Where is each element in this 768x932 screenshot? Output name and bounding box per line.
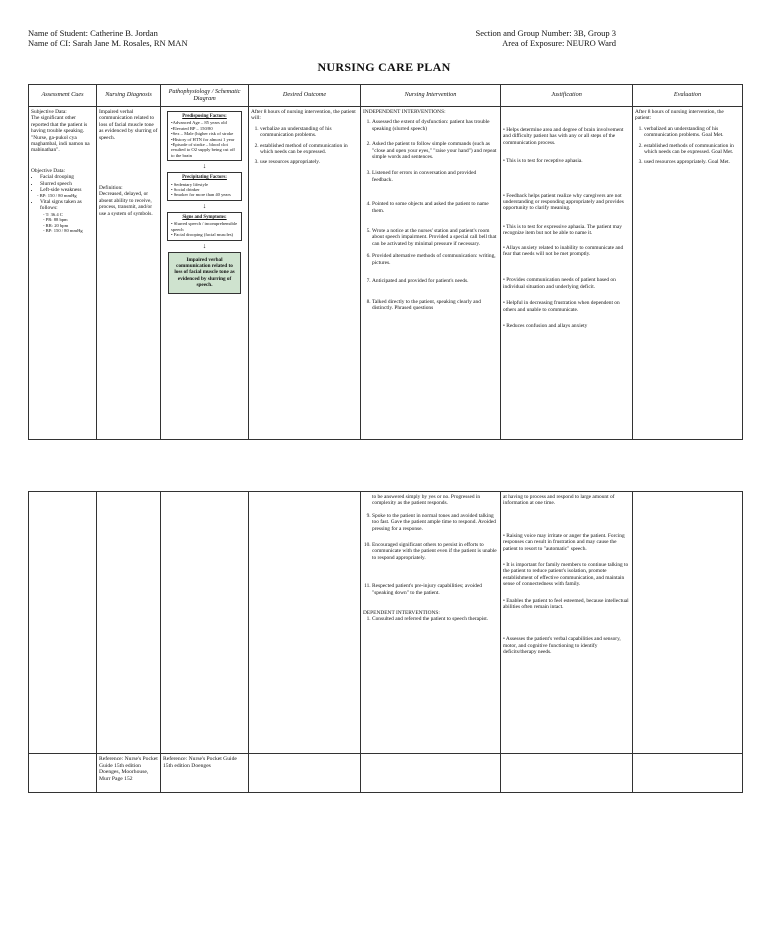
justification-continued: at having to process and respond to large amount of information at one time. [503, 494, 615, 507]
precipitating-box [167, 172, 242, 201]
col-diagnosis: Nursing Diagnosis [97, 85, 161, 107]
reference-2: Reference: Nurse's Pocket Guide 15th edition Doenges [161, 754, 249, 793]
col-evaluation: Evaluation [633, 85, 743, 107]
bp-text: - BP: 150 / 80 mmHg [37, 193, 77, 199]
intervention-item: 6. Provided alternative methods of communication: writing, pictures. [372, 253, 498, 266]
justification-item: • Raising voice may irritate or anger the patient. Forcing responses can result in frustration and may cause the patient to resort to "automatic" speech. [503, 532, 625, 552]
vitals-label: • Vital signs taken as follows: [40, 199, 94, 212]
objective-item: • Slurred speech [40, 181, 94, 187]
intervention-item: 1. Assessed the extent of dysfunction: patient has trouble speaking (slurred speech) [372, 119, 498, 132]
predisposing-box [167, 111, 242, 161]
evaluation-intro: After 8 hours of nursing intervention, the patient: [635, 109, 724, 122]
intervention-item: 4. Pointed to some objects and asked the patient to name them. [372, 201, 498, 214]
predisposing-item: •Episode of stroke – blood clot resulted to O2 supply being cut off to the brain [171, 142, 235, 158]
col-outcome: Desired Outcome [249, 85, 361, 107]
assessment-cell [29, 107, 97, 440]
justification-item: • Feedback helps patient realize why caregivers are not understanding or responding appropriately and provides opportunity to clarify meaning. [503, 192, 624, 212]
intervention-continued: to be answered simply by yes or no. Progressed in complexity as the patient responds. [372, 494, 481, 507]
diagnosis-text: Impaired verbal communication related to loss of facial muscle tone as evidenced by slurring of speech. [99, 109, 158, 141]
predisposing-item: •History of HTN for almost 1 year [171, 136, 235, 142]
objective-list [31, 174, 94, 193]
intervention-cell [361, 107, 501, 440]
page-title: NURSING CARE PLAN [317, 60, 451, 74]
signs-item: • Slurred speech / incomprehensible speech [171, 221, 238, 232]
diagnosis-box: Impaired verbal communication related to loss of facial muscle tone as evidenced by slurring of speech. [168, 252, 241, 294]
diagnosis-cell [97, 107, 161, 440]
precipitating-title: Precipitating Factors: [182, 175, 227, 181]
justification-item: • Helps determine area and degree of brain involvement and difficulty patient has with any or all steps of the communication process. [503, 127, 624, 146]
col-intervention: Nursing Intervention [361, 85, 501, 107]
intervention-item: 9. Spoke to the patient in normal tones and avoided talking too fast. Gave the patient ample time to respond. Avoided pressing for a response. [372, 513, 498, 532]
outcome-item: 2. established method of communication in which needs can be expressed. [260, 143, 358, 156]
patho-cell [161, 492, 249, 754]
outcome-list [251, 126, 358, 166]
justification-item: • This is to test for expressive aphasia. The patient may recognize item but not be able to name it. [503, 223, 622, 237]
subjective-text: The significant other reported that the patient is having trouble speaking. "Nurse, ga-pukol cya maghambal, indi namon na mabinathan". [31, 115, 90, 154]
care-plan-table-page1 [28, 84, 743, 440]
vital-t: - T: 36.4 C [43, 211, 63, 217]
intervention-item: 10. Encouraged significant others to persist in efforts to communicate with the patient even if the patient is unable to respond appropriately. [372, 542, 498, 561]
reference-row [29, 754, 743, 793]
arrow-down-icon: ↓ [202, 162, 207, 171]
intervention-item: 5. Wrote a notice at the nurses' station and patient's room about speech impairment. Provided a special call bell that can be activated by minimal pressure if necessary. [372, 228, 498, 247]
diagnosis-cell [97, 492, 161, 754]
independent-label: INDEPENDENT INTERVENTIONS: [363, 109, 446, 115]
justification-item: • It is important for family members to continue talking to the patient to reduce patient's isolation, promote establishment of effective communication, and maintain sense of connectedness with family. [503, 562, 629, 588]
predisposing-title: Predisposing Factors: [182, 114, 227, 119]
justification-item: • This is to test for receptive aphasia. [503, 158, 583, 165]
empty-cell [501, 754, 633, 793]
intervention-cell [361, 492, 501, 754]
intervention-list [363, 513, 498, 596]
vital-rr: - RR: 20 bpm [43, 222, 69, 228]
predisposing-item: •Advanced Age – 85 years old [171, 120, 227, 126]
justification-cell [501, 107, 633, 440]
care-plan-table-page2 [28, 491, 743, 793]
justification-cell [501, 492, 633, 754]
area-exposure: Area of Exposure: NEURO Ward [502, 38, 616, 48]
assessment-ref-cell [29, 754, 97, 793]
outcome-cell [249, 107, 361, 440]
vital-pr: - PR: 88 bpm [43, 217, 68, 223]
evaluation-item: 1. verbalized an understanding of his communication problems. Goal Met. [644, 126, 740, 139]
justification-item: • Assesses the patient's verbal capabilities and sensory, motor, and cognitive functioning to identify deficits/therapy needs. [503, 636, 621, 656]
evaluation-item: 2. established methods of communication in which needs can be expressed. Goal Met. [644, 143, 740, 156]
justification-item: • Helpful in decreasing frustration when dependent on others and unable to communicate. [503, 300, 620, 313]
col-justification: Justification [501, 85, 633, 107]
content-row [29, 107, 743, 440]
patho-cell [161, 107, 249, 440]
outcome-item: 1. verbalize an understanding of his communication problems. [260, 126, 358, 139]
outcome-item: 3. use resources appropriately. [260, 159, 358, 165]
justification-item: • Allays anxiety related to inability to communicate and fear that needs will not be met promptly. [503, 244, 624, 258]
intervention-list [363, 119, 498, 311]
outcome-cell [249, 492, 361, 754]
definition-text: Decreased, delayed, or absent ability to receive, process, transmit, and/or use a system of symbols. [99, 191, 153, 217]
assessment-cell [29, 492, 97, 754]
student-name: Name of Student: Catherine B. Jordan [28, 28, 158, 38]
evaluation-cell [633, 492, 743, 754]
vital-bp: - BP: 150 / 80 mmHg [43, 227, 83, 233]
reference-1: Reference: Nurse's Pocket Guide 15th edition Doenges, Moorhouse, Murr Page 152 [97, 754, 161, 793]
precipitating-item: • Smoker for more than 40 years [171, 192, 231, 198]
signs-item: • Facial drooping (facial muscles) [171, 232, 234, 238]
empty-cell [249, 754, 361, 793]
empty-cell [361, 754, 501, 793]
subjective-label: Subjective Data: [31, 109, 67, 115]
col-patho: Pathophysiology / Schematic Diagram [161, 85, 249, 107]
intervention-item: 11. Respected patient's pre-injury capabilities; avoided "speaking down" to the patient. [372, 583, 498, 596]
vitals-list [31, 199, 94, 212]
predisposing-item: •Elevated BP – 150/80 [171, 125, 213, 131]
evaluation-list [635, 126, 740, 166]
col-assessment: Assessment Cues [29, 85, 97, 107]
intervention-item: 7. Anticipated and provided for patient's needs. [372, 278, 498, 284]
precipitating-item: • Sedentary lifestyle [171, 181, 209, 187]
arrow-down-icon: ↓ [202, 241, 207, 250]
evaluation-cell [633, 107, 743, 440]
dependent-list [363, 616, 498, 622]
dependent-item: 1. Consulted and referred the patient to speech therapist. [372, 616, 498, 622]
intervention-item: 3. Listened for errors in conversation and provided feedback. [372, 170, 498, 183]
objective-label: Objective Data: [31, 167, 65, 174]
predisposing-item: •Sex – Male (higher risk of stroke [171, 131, 234, 137]
signs-box [167, 212, 242, 241]
outcome-intro: After 8 hours of nursing intervention, the patient will: [251, 109, 356, 122]
evaluation-item: 3. used resources appropriately. Goal Met. [644, 159, 740, 165]
definition-label: Definition: [99, 185, 123, 192]
section-group: Section and Group Number: 3B, Group 3 [475, 28, 616, 38]
objective-item: • Facial drooping [40, 174, 94, 180]
justification-item: • Provides communication needs of patient based on individual situation and underlying deficit. [503, 277, 616, 290]
header-row [29, 85, 743, 107]
dependent-label: DEPENDENT INTERVENTIONS: [363, 610, 440, 617]
precipitating-item: • Social drinker [171, 187, 200, 193]
intervention-item: 2. Asked the patient to follow simple commands (such as "close and open your eyes," "raise your hand") and repeat simple words and sentences. [372, 141, 498, 160]
ci-name: Name of CI: Sarah Jane M. Rosales, RN MAN [28, 38, 188, 48]
justification-item: • Enables the patient to feel esteemed, because intellectual abilities often remain intact. [503, 597, 629, 611]
justification-item: • Reduces confusion and allays anxiety [503, 323, 588, 330]
objective-item: • Left-side weakness [40, 187, 94, 193]
intervention-item: 8. Talked directly to the patient, speaking clearly and distinctly. Phrased questions [372, 299, 498, 312]
signs-title: Signs and Symptoms: [182, 214, 227, 220]
empty-cell [633, 754, 743, 793]
arrow-down-icon: ↓ [202, 201, 207, 210]
content-row [29, 492, 743, 754]
